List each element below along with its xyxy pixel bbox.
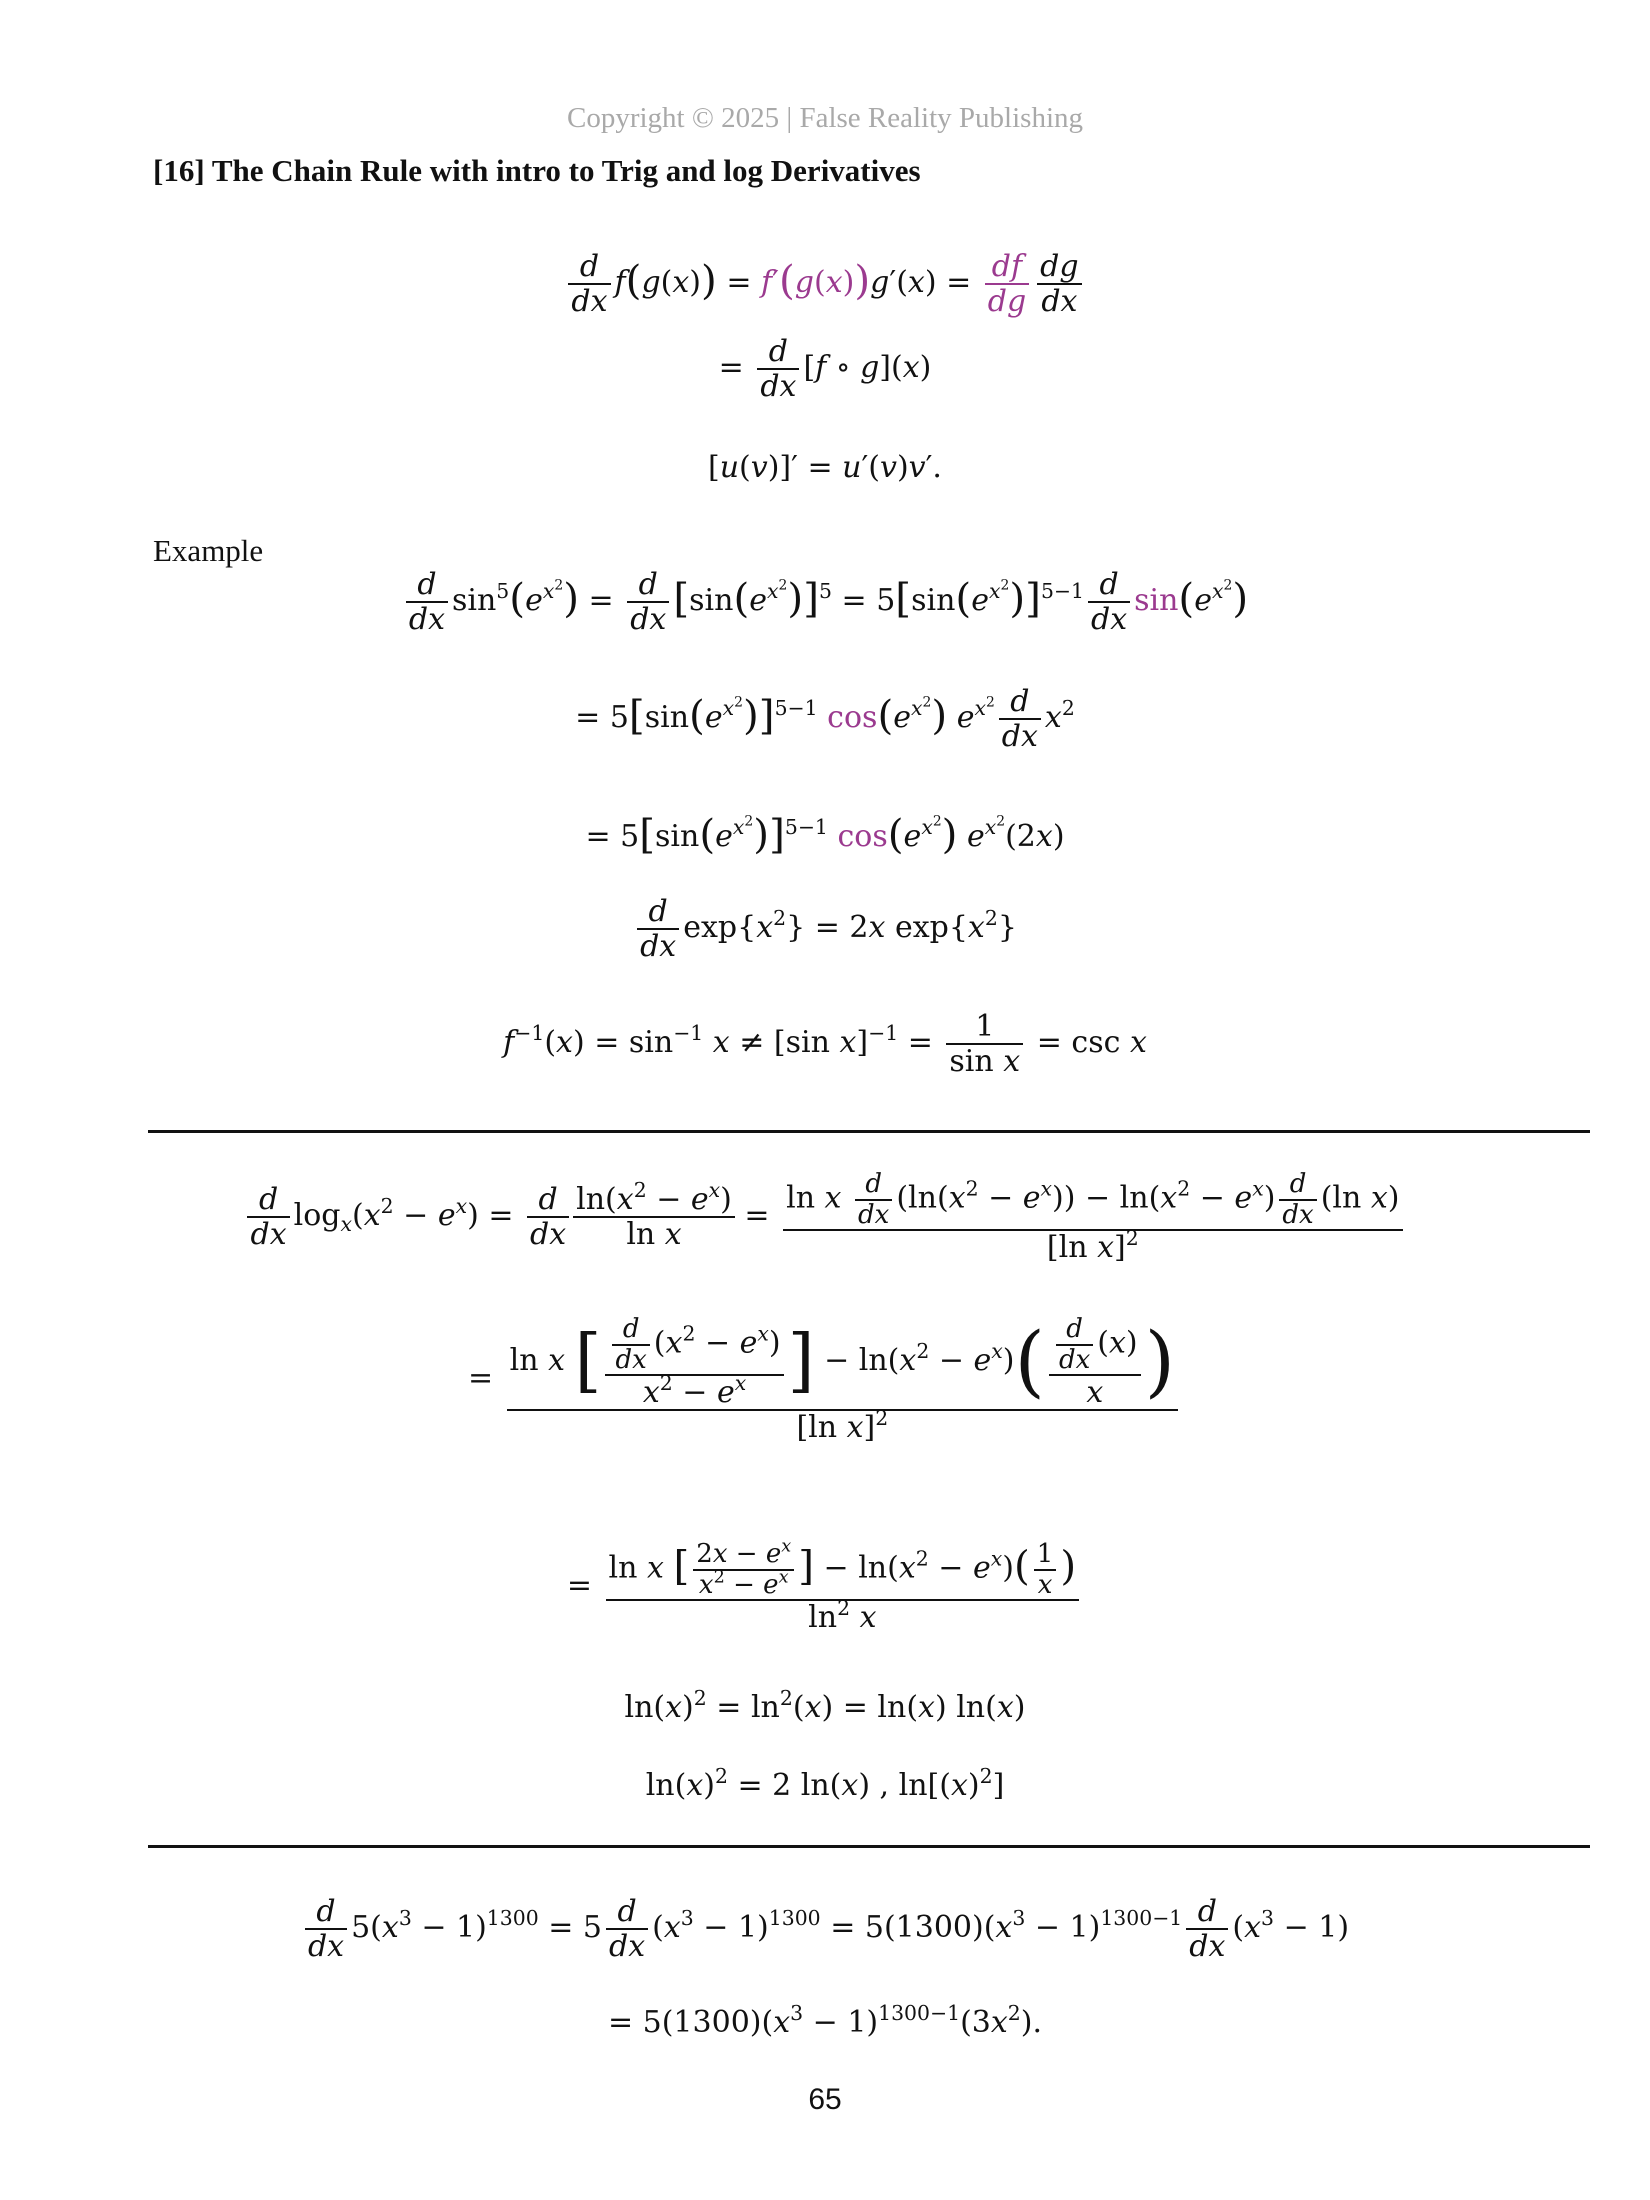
equation-log-step2: = ln x [ $\frac{d}{dx}$ $(x^2 - e^x)$ $x^2 - e^x$ ] − $\ln(x^2 - e^x)$( $\frac{d}{dx}$ (x) x ) [ln x]$^2$ [0,1315,1650,1444]
equation-sin5-step3: = $5[\sin(e^{x^2})]^{5-1}$ $\cos(e^{x^2})$ $e^{x^2}(2x)$ [585,810,1065,858]
equation-ln-squared-1: $\ln(x)^2 = \ln^2(x) = \ln(x)$ ln(x) [624,1685,1026,1725]
equation-log-step3: = ln x [ $\frac{2x - e^x}{x^2 - e^x}$ ] − $\ln(x^2 - e^x)$( $\frac{1}{x}$ ) $\ln^2 x$ [0,1540,1650,1634]
equation-sin5-derivative: $\frac{d}{dx}$ $\sin^5(e^{x^2})$ = $\frac{d}{dx}$ $[\sin(e^{x^2})]^5 = 5[\sin(e^{x^2})]^{5-1}$ $\frac{d}{dx}$ $\sin(e^{x^2})$ [0,568,1650,636]
equation-uv-form: [u(v)]′ = u′(v)v′. [708,450,942,485]
equation-chain-rule: $\frac{d}{dx}$ f(g(x)) = f′(g(x))g′(x) = $\frac{df}{dg}$ $\frac{dg}{dx}$ [0,250,1650,318]
example-label: Example [153,533,264,568]
equation-composition: = $\frac{d}{dx}$ [f ∘ g](x) [718,334,932,404]
section-title: [16] The Chain Rule with intro to Trig and log Derivatives [153,153,921,188]
divider-rule-2 [148,1845,1590,1848]
equation-power-1300: $\frac{d}{dx}$ $5(x^3 - 1)^{1300} = 5$ $\frac{d}{dx}$ $(x^3 - 1)^{1300} = 5(1300)(x^3 - 1)^{1300-1}$ $\frac{d}{dx}$ $(x^3 - 1)$ [0,1895,1650,1963]
equation-inverse-sin: $f^{-1}(x) = \sin^{-1} x \ne [\sin$ x]$^{-1}$ = $\frac{1}{\text{sin x}}$ = csc x [503,1009,1147,1079]
equation-log-base-x: $\frac{d}{dx}$ $\log_x(x^2 - e^x)$ = $\frac{d}{dx}$ $\frac{\ln(x^2 - e^x)}{\text{ln x}}$ = ln x $\frac{d}{dx}$ $(\ln(x^2 - e^x)) - \ln(x^2 - e^x)$ $\frac{d}{dx}$ (ln x) [ln x]$^2$ [0,1170,1650,1264]
copyright-notice: Copyright © 2025 | False Reality Publishing [566,102,1083,134]
page-number: 65 [808,2083,842,2116]
equation-exp-derivative: $\frac{d}{dx}$ $\exp\{x^2\} = 2x$ $\exp\{x^2\}$ [0,895,1650,963]
equation-sin5-step2: = $5[\sin(e^{x^2})]^{5-1}$ $\cos(e^{x^2})$ $e^{x^2}$ $\frac{d}{dx}$ $x^2$ [575,684,1075,754]
divider-rule-1 [148,1130,1590,1133]
equation-power-1300-result: = $5(1300)(x^3 - 1)^{1300-1}(3x^2)$. [607,2000,1043,2040]
equation-ln-squared-2: $\ln(x)^2 = 2$ ln(x) , $\ln[(x)^2]$ [645,1763,1005,1803]
